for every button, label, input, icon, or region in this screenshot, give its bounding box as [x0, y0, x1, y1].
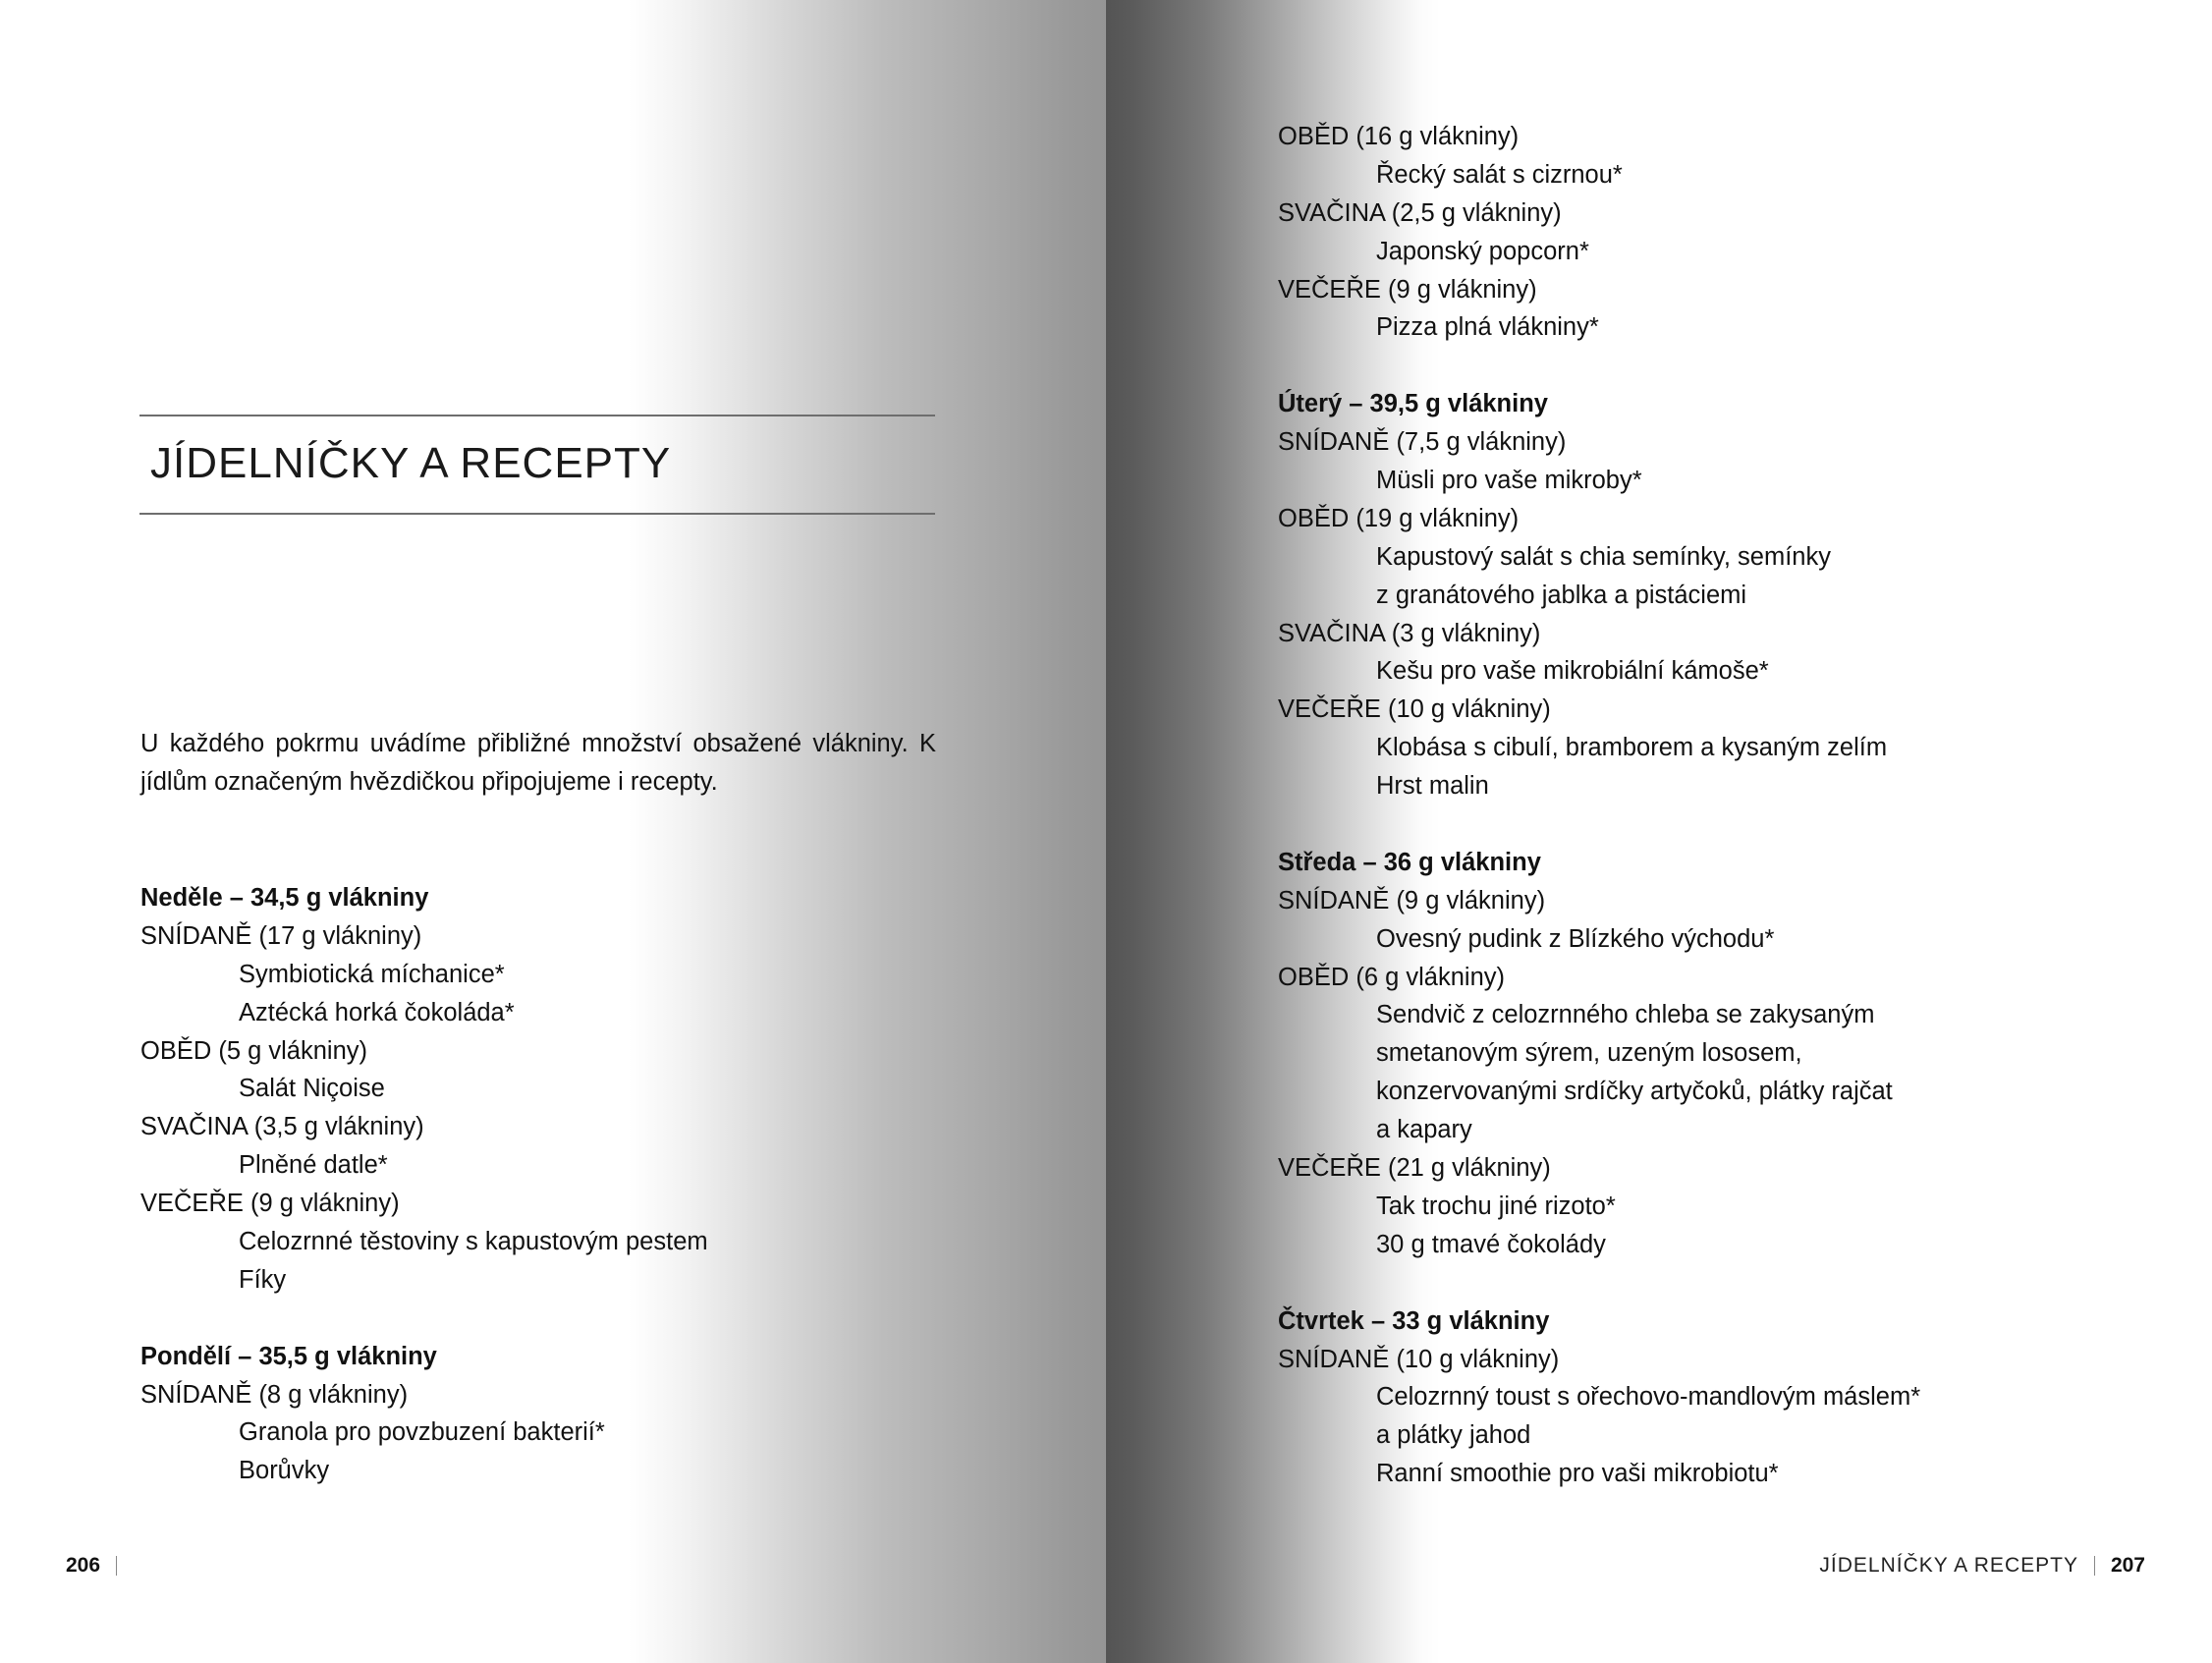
- dish-item: Müsli pro vaše mikroby*: [1376, 467, 1642, 495]
- meal-label: OBĚD (16 g vlákniny): [1278, 123, 1520, 150]
- page-footer-left: [66, 1553, 133, 1579]
- meal-label: VEČEŘE (9 g vlákniny): [140, 1190, 400, 1218]
- title-rule-top: [139, 415, 935, 416]
- dish-item: Fíky: [239, 1265, 287, 1294]
- dish-item: Sendvič z celozrnného chleba se zakysaným: [1376, 1001, 1875, 1029]
- chapter-title: JÍDELNÍČKY A RECEPTY: [150, 439, 672, 487]
- section-spacer: [1278, 805, 1920, 844]
- dish-item: Kapustový salát s chia semínky, semínky: [1376, 542, 1831, 571]
- day-heading: Neděle – 34,5 g vlákniny: [140, 884, 429, 912]
- section-spacer: [1278, 347, 1920, 385]
- meal-label: OBĚD (6 g vlákniny): [1278, 963, 1505, 991]
- dish-item: z granátového jablka a pistáciemi: [1376, 581, 1747, 609]
- dish-item: a kapary: [1376, 1116, 1472, 1144]
- dish-item: Symbiotická míchanice*: [239, 960, 505, 988]
- meal-label: SNÍDANĚ (7,5 g vlákniny): [1278, 428, 1567, 457]
- meal-label: SNÍDANĚ (9 g vlákniny): [1278, 886, 1546, 915]
- footer-divider: [116, 1556, 117, 1576]
- dish-item: 30 g tmavé čokolády: [1376, 1230, 1606, 1258]
- day-heading: Úterý – 39,5 g vlákniny: [1278, 390, 1548, 418]
- page-number: 207: [2110, 1554, 2145, 1577]
- meal-label: SNÍDANĚ (17 g vlákniny): [140, 921, 422, 950]
- dish-item: smetanovým sýrem, uzeným lososem,: [1376, 1039, 1802, 1068]
- dish-item: Japonský popcorn*: [1376, 237, 1589, 265]
- section-spacer: [1278, 1264, 1920, 1303]
- dish-item: Aztécká horká čokoláda*: [239, 998, 515, 1026]
- running-title: JÍDELNÍČKY A RECEPTY: [1819, 1554, 2078, 1577]
- meal-label: VEČEŘE (21 g vlákniny): [1278, 1154, 1551, 1183]
- meal-label: VEČEŘE (10 g vlákniny): [1278, 695, 1551, 724]
- dish-item: Celozrnný toust s ořechovo-mandlovým máslem*: [1376, 1383, 1921, 1412]
- intro-paragraph: U každého pokrmu uvádíme přibližné množství obsažené vlákniny. K jídlům označeným hvězdičkou připojujeme i recepty.: [140, 730, 936, 796]
- meal-plan-right: [1278, 118, 1920, 1493]
- dish-item: konzervovanými srdíčky artyčoků, plátky rajčat: [1376, 1078, 1893, 1106]
- dish-item: Celozrnné těstoviny s kapustovým pestem: [239, 1228, 708, 1256]
- dish-item: Řecký salát s cizrnou*: [1376, 160, 1623, 189]
- meal-label: SNÍDANĚ (10 g vlákniny): [1278, 1345, 1560, 1373]
- dish-item: Ranní smoothie pro vaši mikrobiotu*: [1376, 1460, 1779, 1488]
- meal-label: SVAČINA (3,5 g vlákniny): [140, 1113, 424, 1141]
- footer-divider: [2094, 1556, 2095, 1576]
- meal-plan-left: [140, 879, 708, 1490]
- dish-item: Tak trochu jiné rizoto*: [1376, 1192, 1616, 1220]
- dish-item: Salát Niçoise: [239, 1075, 385, 1103]
- meal-label: SVAČINA (3 g vlákniny): [1278, 619, 1541, 647]
- page-number: 206: [66, 1554, 101, 1577]
- day-heading: Pondělí – 35,5 g vlákniny: [140, 1342, 437, 1370]
- dish-item: Granola pro povzbuzení bakterií*: [239, 1418, 605, 1447]
- dish-item: Ovesný pudink z Blízkého východu*: [1376, 924, 1775, 953]
- meal-label: OBĚD (5 g vlákniny): [140, 1036, 367, 1065]
- dish-item: Plněné datle*: [239, 1151, 388, 1180]
- dish-item: Borůvky: [239, 1457, 330, 1485]
- dish-item: a plátky jahod: [1376, 1421, 1531, 1450]
- dish-item: Kešu pro vaše mikrobiální kámoše*: [1376, 657, 1769, 686]
- meal-label: OBĚD (19 g vlákniny): [1278, 504, 1520, 532]
- title-rule-bottom: [139, 513, 935, 515]
- meal-label: SNÍDANĚ (8 g vlákniny): [140, 1380, 409, 1409]
- page-footer-right: [1819, 1553, 2145, 1579]
- dish-item: Hrst malin: [1376, 772, 1489, 801]
- meal-label: VEČEŘE (9 g vlákniny): [1278, 275, 1537, 304]
- day-heading: Čtvrtek – 33 g vlákniny: [1278, 1306, 1550, 1335]
- dish-item: Pizza plná vlákniny*: [1376, 313, 1599, 342]
- dish-item: Klobása s cibulí, bramborem a kysaným zelím: [1376, 734, 1888, 762]
- meal-label: SVAČINA (2,5 g vlákniny): [1278, 198, 1562, 227]
- day-heading: Středa – 36 g vlákniny: [1278, 848, 1541, 876]
- section-spacer: [140, 1300, 708, 1338]
